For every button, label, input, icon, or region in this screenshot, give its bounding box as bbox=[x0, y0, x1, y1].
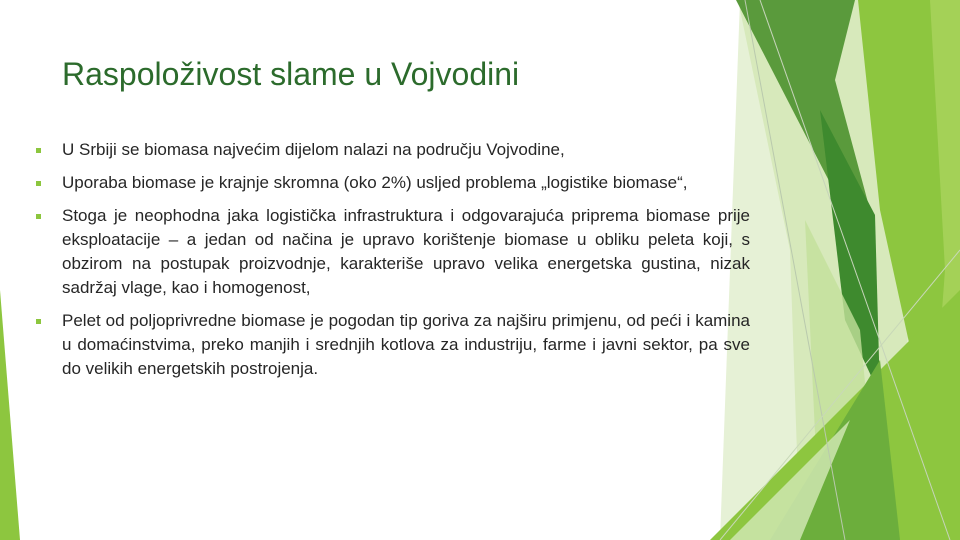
page-title: Raspoloživost slame u Vojvodini bbox=[62, 56, 520, 92]
bullet-text: U Srbiji se biomasa najvećim dijelom nalazi na području Vojvodine, bbox=[62, 140, 565, 159]
bullet-marker-icon bbox=[36, 148, 41, 153]
bullet-list bbox=[36, 138, 750, 390]
bullet-item bbox=[36, 138, 750, 162]
facet-left-corner bbox=[0, 290, 20, 540]
bullet-marker-icon bbox=[36, 214, 41, 219]
bullet-text: Pelet od poljoprivredne biomase je pogodan tip goriva za najširu primjenu, od peći i kamina u domaćinstvima, preko manjih i srednjih kotlova za industriju, farme i javni sektor, pa sve do velikih energetskih postrojenja. bbox=[62, 311, 750, 378]
bullet-text: Uporaba biomase je krajnje skromna (oko 2%) usljed problema „logistike biomase“, bbox=[62, 173, 688, 192]
bullet-item bbox=[36, 309, 750, 381]
bullet-text: Stoga je neophodna jaka logistička infrastruktura i odgovarajuća priprema biomase prije eksploatacije – a jedan od načina je upravo korištenje biomase u obliku peleta koji, s obzirom na postupak proizvodnje, karakteriše upravo velika energetska gustina, nizak sadržaj vlage, kao i homogenost, bbox=[62, 206, 750, 297]
bullet-item bbox=[36, 204, 750, 300]
bullet-marker-icon bbox=[36, 319, 41, 324]
bullet-item bbox=[36, 171, 750, 195]
bullet-marker-icon bbox=[36, 181, 41, 186]
